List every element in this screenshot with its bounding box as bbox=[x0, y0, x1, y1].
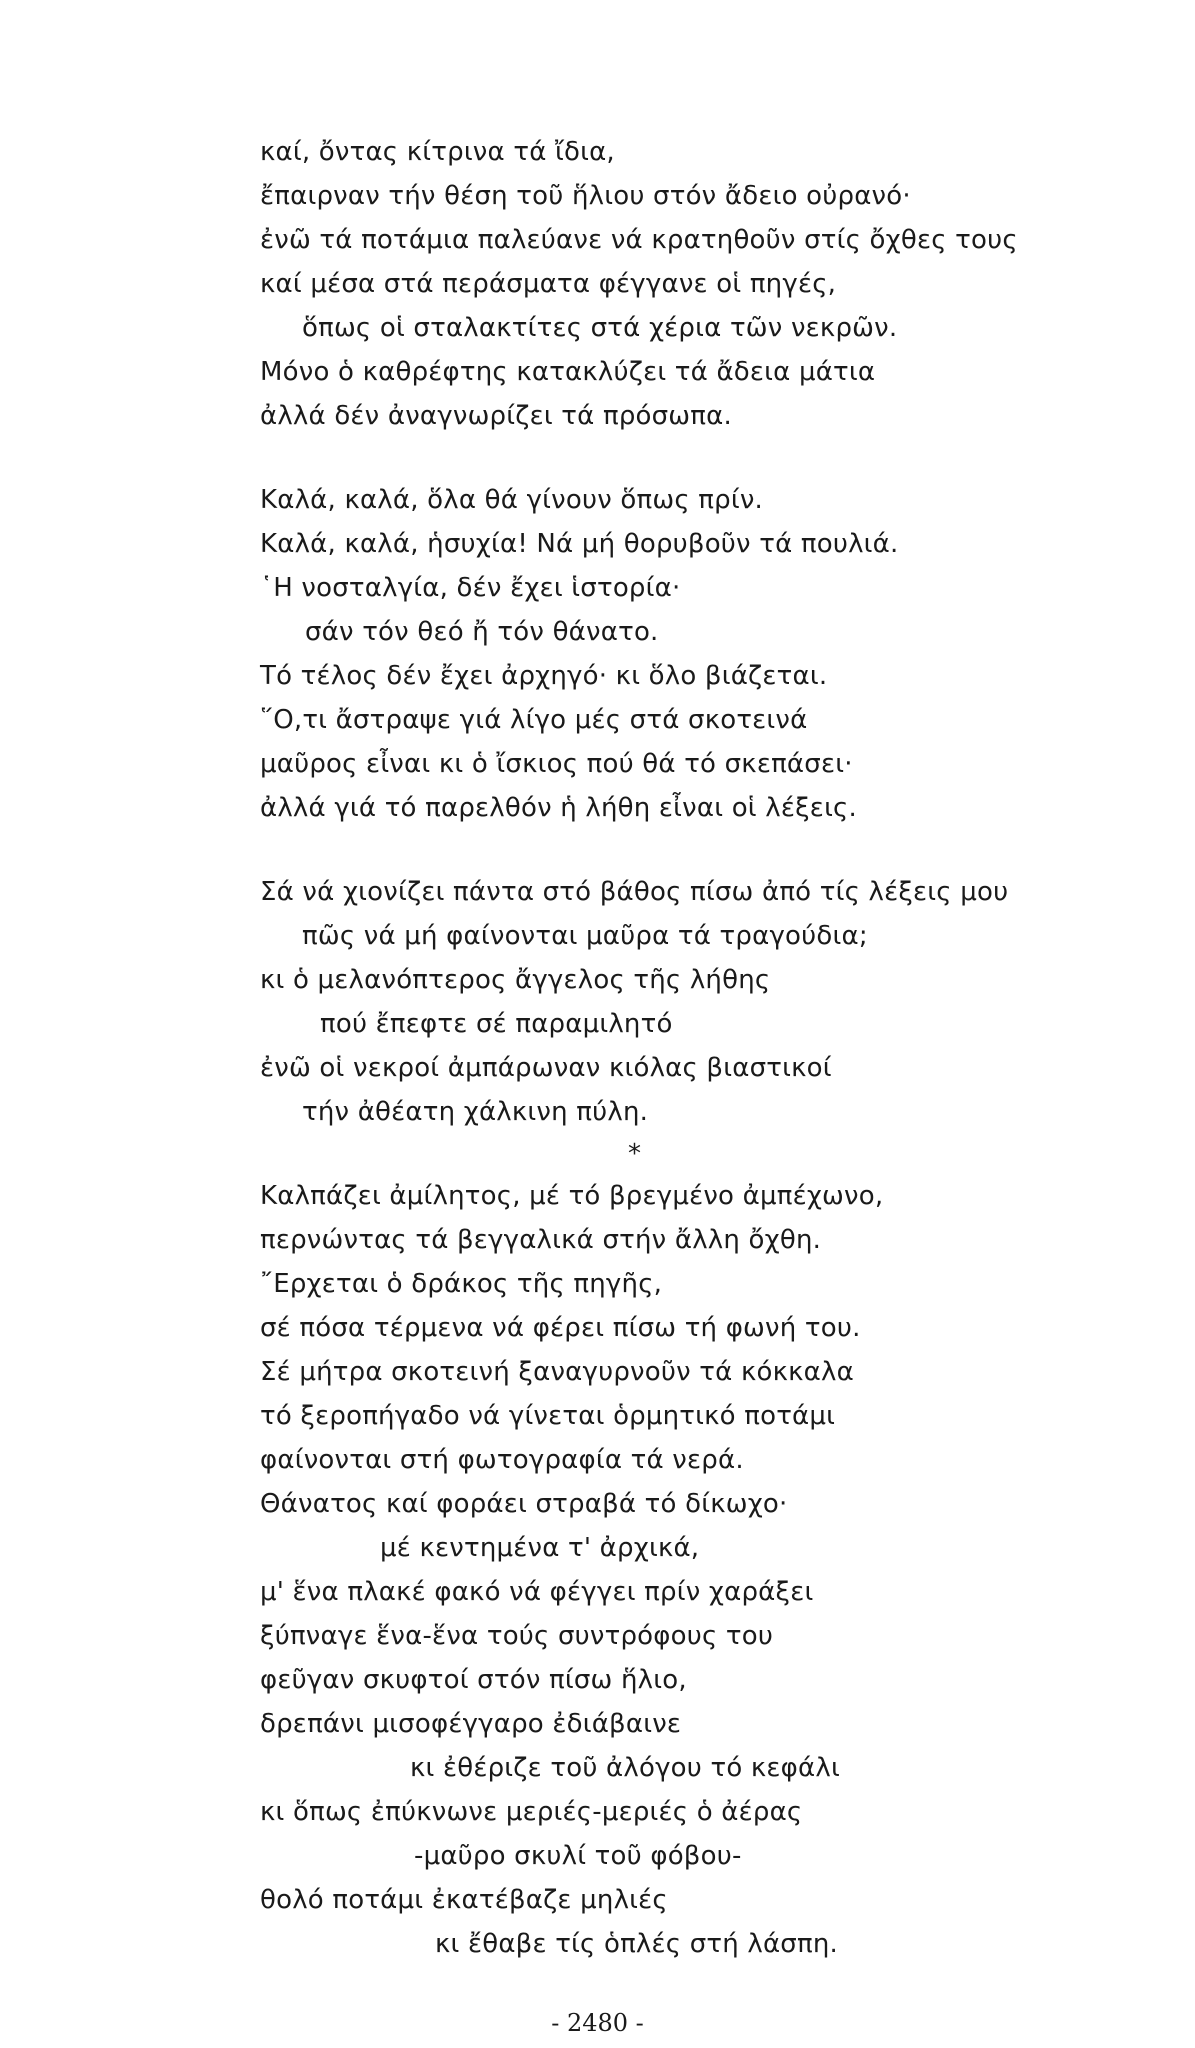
poem-line: τό ξεροπήγαδο νά γίνεται ὁρμητικό ποτάμι bbox=[260, 1401, 836, 1431]
poem-line: ὅπως οἱ σταλακτίτες στά χέρια τῶν νεκρῶν. bbox=[302, 313, 898, 343]
poem-line: καί, ὄντας κίτρινα τά ἴδια, bbox=[260, 137, 615, 167]
poem-line: πῶς νά μή φαίνονται μαῦρα τά τραγούδια; bbox=[302, 921, 868, 951]
poem-line: ῞Ο,τι ἄστραψε γιά λίγο μές στά σκοτεινά bbox=[260, 705, 808, 735]
poem-line: ἀλλά δέν ἀναγνωρίζει τά πρόσωπα. bbox=[260, 401, 732, 431]
poem-line: σέ πόσα τέρμενα νά φέρει πίσω τή φωνή του. bbox=[260, 1313, 861, 1343]
poem-text bbox=[260, 130, 1140, 1966]
poem-line: ξύπναγε ἕνα-ἕνα τούς συντρόφους του bbox=[260, 1621, 774, 1651]
poem-line: κι ἔθαβε τίς ὁπλές στή λάσπη. bbox=[435, 1929, 838, 1959]
section-separator: * bbox=[628, 1139, 641, 1169]
stanza-break bbox=[260, 438, 1140, 478]
page-number: - 2480 - bbox=[551, 2009, 644, 2037]
poem-line: ἔπαιρναν τήν θέση τοῦ ἥλιου στόν ἄδειο οὐρανό· bbox=[260, 181, 911, 211]
poem-line: ῾Η νοσταλγία, δέν ἔχει ἱστορία· bbox=[260, 573, 681, 603]
poem-line: -μαῦρο σκυλί τοῦ φόβου- bbox=[414, 1841, 742, 1871]
poem-line: περνώντας τά βεγγαλικά στήν ἄλλη ὄχθη. bbox=[260, 1225, 822, 1255]
poem-line: ἐνῶ τά ποτάμια παλεύανε νά κρατηθοῦν στίς ὄχθες τους bbox=[260, 225, 1018, 255]
poem-line: σάν τόν θεό ἤ τόν θάνατο. bbox=[305, 617, 659, 647]
poem-line: Καλπάζει ἀμίλητος, μέ τό βρεγμένο ἀμπέχωνο, bbox=[260, 1181, 884, 1211]
poem-line: κι ὁ μελανόπτερος ἄγγελος τῆς λήθης bbox=[260, 965, 771, 995]
poem-line: ἐνῶ οἱ νεκροί ἀμπάρωναν κιόλας βιαστικοί bbox=[260, 1053, 832, 1083]
poem-line: Μόνο ὁ καθρέφτης κατακλύζει τά ἄδεια μάτια bbox=[260, 357, 876, 387]
poem-line: ῎Ερχεται ὁ δράκος τῆς πηγῆς, bbox=[260, 1269, 663, 1299]
poem-line: κι ὅπως ἐπύκνωνε μεριές-μεριές ὁ ἀέρας bbox=[260, 1797, 803, 1827]
poem-line: μέ κεντημένα τ' ἀρχικά, bbox=[380, 1533, 700, 1563]
poem-line: Σά νά χιονίζει πάντα στό βάθος πίσω ἀπό τίς λέξεις μου bbox=[260, 877, 1009, 907]
poem-line: ἀλλά γιά τό παρελθόν ἡ λήθη εἶναι οἱ λέξεις. bbox=[260, 793, 857, 823]
poem-line: καί μέσα στά περάσματα φέγγανε οἱ πηγές, bbox=[260, 269, 837, 299]
poem-line: δρεπάνι μισοφέγγαρο ἐδιάβαινε bbox=[260, 1709, 682, 1739]
poem-line: φαίνονται στή φωτογραφία τά νερά. bbox=[260, 1445, 744, 1475]
poem-line: πού ἔπεφτε σέ παραμιλητό bbox=[320, 1009, 673, 1039]
poem-line: Καλά, καλά, ἡσυχία! Νά μή θορυβοῦν τά πουλιά. bbox=[260, 529, 899, 559]
poem-line: μαῦρος εἶναι κι ὁ ἴσκιος πού θά τό σκεπάσει· bbox=[260, 749, 853, 779]
poem-line: Καλά, καλά, ὅλα θά γίνουν ὅπως πρίν. bbox=[260, 485, 764, 515]
poem-line: κι ἐθέριζε τοῦ ἀλόγου τό κεφάλι bbox=[410, 1753, 840, 1783]
stanza-break bbox=[260, 830, 1140, 870]
poem-line: φεῦγαν σκυφτοί στόν πίσω ἥλιο, bbox=[260, 1665, 687, 1695]
poem-line: Τό τέλος δέν ἔχει ἀρχηγό· κι ὅλο βιάζεται. bbox=[260, 661, 828, 691]
poem-line: τήν ἀθέατη χάλκινη πύλη. bbox=[302, 1097, 649, 1127]
poem-line: Θάνατος καί φοράει στραβά τό δίκωχο· bbox=[260, 1489, 788, 1519]
poem-line: θολό ποτάμι ἐκατέβαζε μηλιές bbox=[260, 1885, 668, 1915]
poem-line: μ' ἕνα πλακέ φακό νά φέγγει πρίν χαράξει bbox=[260, 1577, 814, 1607]
poem-line: Σέ μήτρα σκοτεινή ξαναγυρνοῦν τά κόκκαλα bbox=[260, 1357, 854, 1387]
